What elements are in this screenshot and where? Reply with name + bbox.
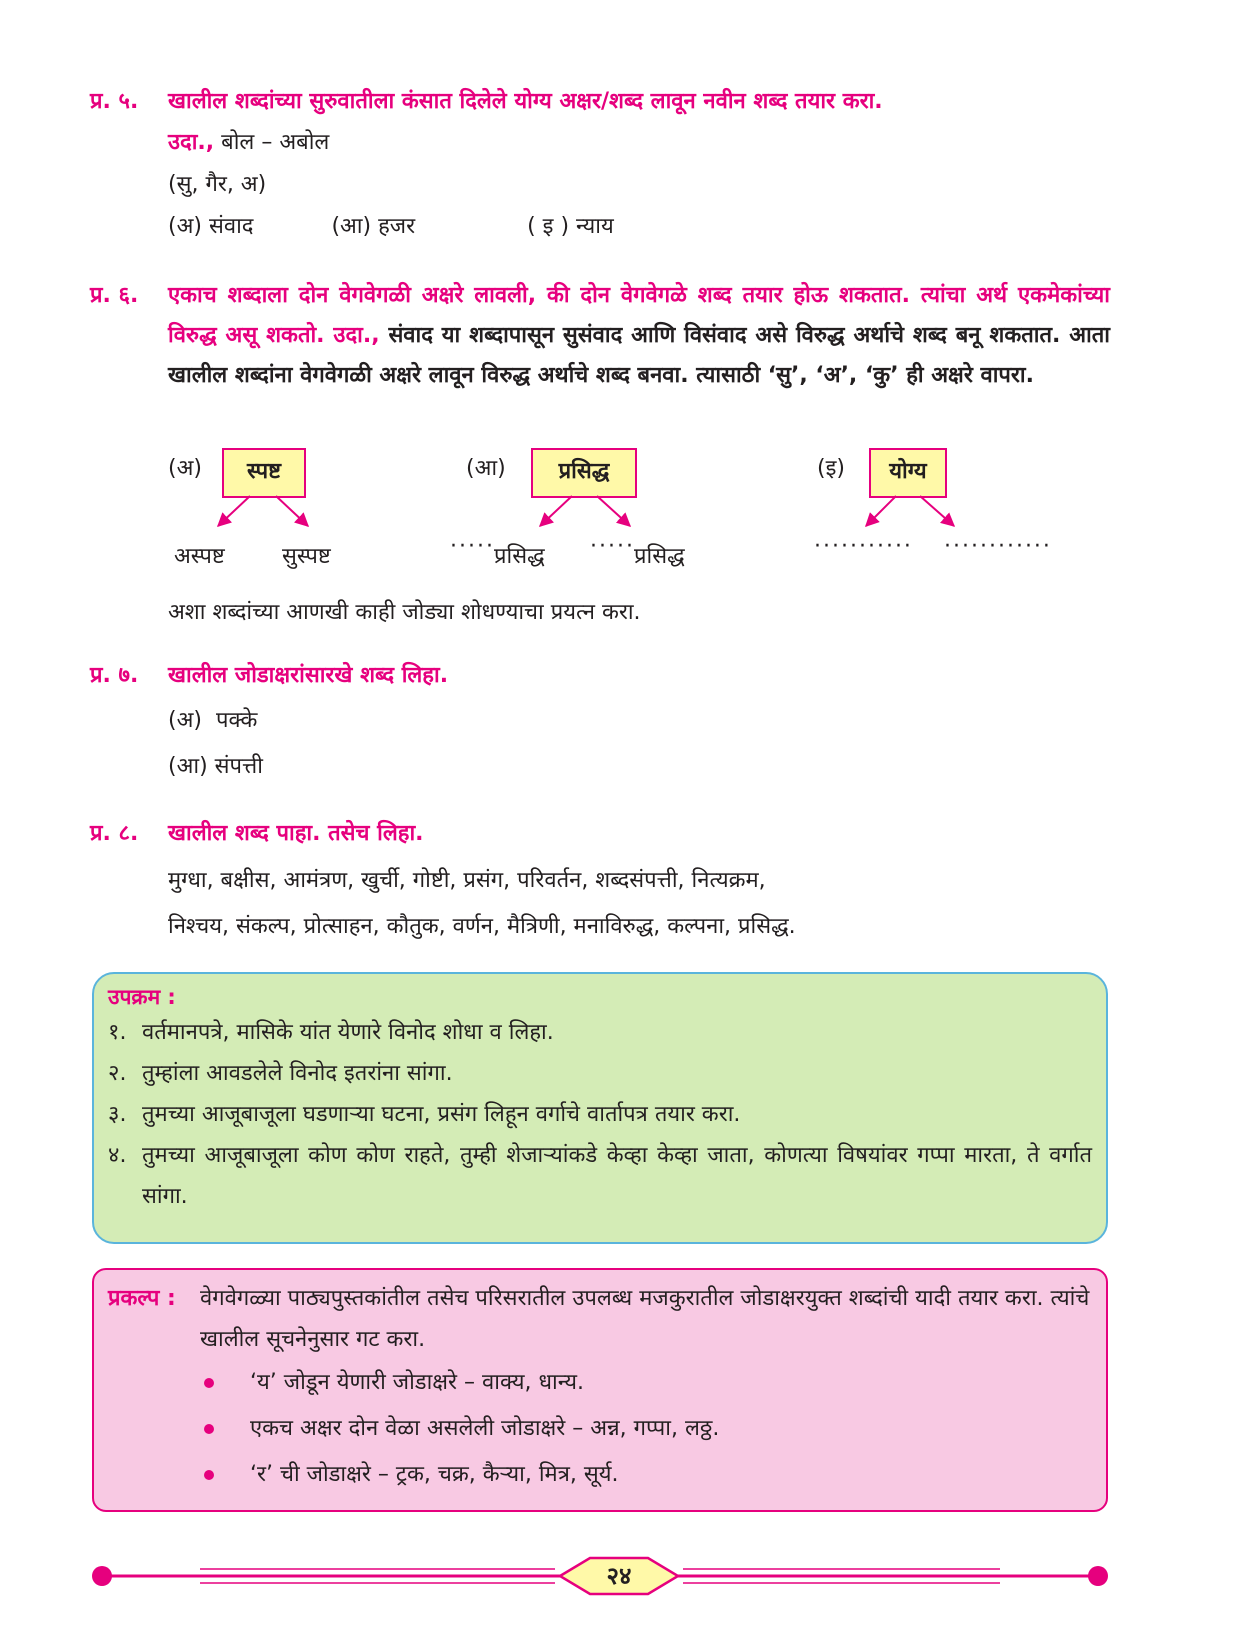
bullet-icon — [204, 1424, 214, 1434]
project-box — [92, 1268, 1108, 1512]
bullet-text: ‘य’ जोडून येणारी जोडाक्षरे – वाक्य, धान्य. — [250, 1370, 584, 1395]
derived-word: प्रसिद्ध — [634, 544, 685, 569]
activity-title: उपक्रम : — [108, 985, 176, 1009]
item-text: तुमच्या आजूबाजूला कोण कोण राहते, तुम्ही शेजाऱ्यांकडे केव्हा केव्हा जाता, कोणत्या विषयांवर गप्पा मारता, ते वर्गात सांगा. — [142, 1143, 1092, 1209]
arrow-left-icon — [866, 496, 896, 526]
item-a-label: (अ) — [168, 456, 202, 481]
arrow-right-icon — [276, 496, 308, 526]
item-number: ३. — [108, 1102, 127, 1127]
arrow-left-icon — [540, 496, 572, 526]
item-text: तुम्हांला आवडलेले विनोद इतरांना सांगा. — [142, 1061, 453, 1086]
question-7 — [90, 656, 1110, 790]
item-number: १. — [108, 1020, 127, 1045]
activity-item — [108, 1135, 1092, 1217]
word-list-line: मुग्धा, बक्षीस, आमंत्रण, खुर्ची, गोष्टी, प्रसंग, परिवर्तन, शब्दसंपत्ती, नित्यक्रम, — [168, 868, 766, 893]
word-box-a: स्पष्ट — [222, 448, 306, 498]
question-number: प्र. ७. — [90, 663, 139, 688]
arrow-right-icon — [920, 496, 954, 526]
bullet-text: ‘र’ ची जोडाक्षरे – ट्रक, चक्र, कैऱ्या, मित्र, सूर्य. — [250, 1462, 619, 1487]
choices: (सु, गैर, अ) — [168, 172, 267, 197]
example-label: उदा., — [168, 130, 215, 155]
bullet-item — [200, 1452, 1092, 1498]
word-box-c: योग्य — [869, 448, 947, 498]
word-list-line: निश्चय, संकल्प, प्रोत्साहन, कौतुक, वर्णन, मैत्रिणी, मनाविरुद्ध, कल्पना, प्रसिद्ध. — [168, 914, 796, 939]
question-number: प्र. ६. — [90, 283, 139, 308]
option-b: (आ) हजर — [331, 214, 416, 239]
derived-word: अस्पष्ट — [174, 544, 225, 569]
activity-box — [92, 972, 1108, 1244]
project-text: वेगवेगळ्या पाठ्यपुस्तकांतील तसेच परिसरातील उपलब्ध मजकुरातील जोडाक्षरयुक्त शब्दांची यादी तयार करा. त्यांचे खालील सूचनेनुसार गट करा. — [200, 1286, 1090, 1352]
word-box-b: प्रसिद्ध — [531, 448, 637, 498]
question-number: प्र. ५. — [90, 89, 139, 114]
activity-item — [108, 1053, 1092, 1094]
item-text: वर्तमानपत्रे, मासिके यांत येणारे विनोद शोधा व लिहा. — [142, 1020, 554, 1045]
activity-item — [108, 1012, 1092, 1053]
blank-dots: ····· — [450, 534, 495, 559]
arrow-left-icon — [218, 496, 250, 526]
option-a: (अ) संवाद — [168, 214, 254, 239]
list-item: (आ) संपत्ती — [168, 754, 263, 779]
bullet-item — [200, 1360, 1092, 1406]
list-item: (अ) पक्के — [168, 708, 258, 733]
project-label: प्रकल्प : — [108, 1286, 176, 1311]
question-number: प्र. ८. — [90, 821, 139, 846]
item-text: तुमच्या आजूबाजूला घडणाऱ्या घटना, प्रसंग लिहून वर्गाचे वार्तापत्र तयार करा. — [142, 1102, 741, 1127]
derived-word: सुस्पष्ट — [282, 544, 331, 569]
question-8 — [90, 814, 1110, 950]
item-number: ४. — [108, 1143, 127, 1168]
question-text: खालील शब्द पाहा. तसेच लिहा. — [168, 821, 424, 846]
item-c-label: (इ) — [817, 456, 845, 481]
bullet-text: एकच अक्षर दोन वेळा असलेली जोडाक्षरे – अन्न, गप्पा, लठ्ठ. — [250, 1416, 720, 1441]
question-text: खालील शब्दांच्या सुरुवातीला कंसात दिलेले योग्य अक्षर/शब्द लावून नवीन शब्द तयार करा. — [168, 89, 883, 114]
blank-dots: ····· — [590, 534, 635, 559]
blank-dots: ············ — [944, 534, 1052, 559]
item-number: २. — [108, 1061, 127, 1086]
bullet-icon — [204, 1378, 214, 1388]
question-text: खालील जोडाक्षरांसारखे शब्द लिहा. — [168, 663, 449, 688]
question-text-black: संवाद या शब्दापासून सुसंवाद आणि विसंवाद असे विरुद्ध अर्थाचे शब्द बनू शकतात. आता खालील शब्दांना वेगवेगळी अक्षरे लावून विरुद्ध अर्थाचे शब्द बनवा. त्यासाठी ‘सु’, ‘अ’, ‘कु’ ही अक्षरे वापरा. — [168, 323, 1110, 388]
derived-word: प्रसिद्ध — [494, 544, 545, 569]
activity-item — [108, 1094, 1092, 1135]
blank-dots: ··········· — [814, 534, 913, 559]
q6-footer: अशा शब्दांच्या आणखी काही जोड्या शोधण्याचा प्रयत्न करा. — [168, 600, 641, 625]
question-text-pink: एकाच शब्दाला दोन वेगवेगळी अक्षरे लावली, की दोन वेगवेगळे शब्द तयार होऊ शकतात. त्यांचा अर्थ एकमेकांच्या विरुद्ध असू शकतो. उदा., — [168, 283, 1110, 348]
item-b-label: (आ) — [466, 456, 506, 481]
arrow-right-icon — [597, 496, 630, 526]
arrows — [0, 0, 1238, 600]
example-text: बोल – अबोल — [221, 130, 330, 155]
bullet-item — [200, 1406, 1092, 1452]
bullet-icon — [204, 1470, 214, 1480]
page-number: २४ — [606, 1562, 632, 1590]
option-c: ( इ ) न्याय — [527, 214, 614, 239]
